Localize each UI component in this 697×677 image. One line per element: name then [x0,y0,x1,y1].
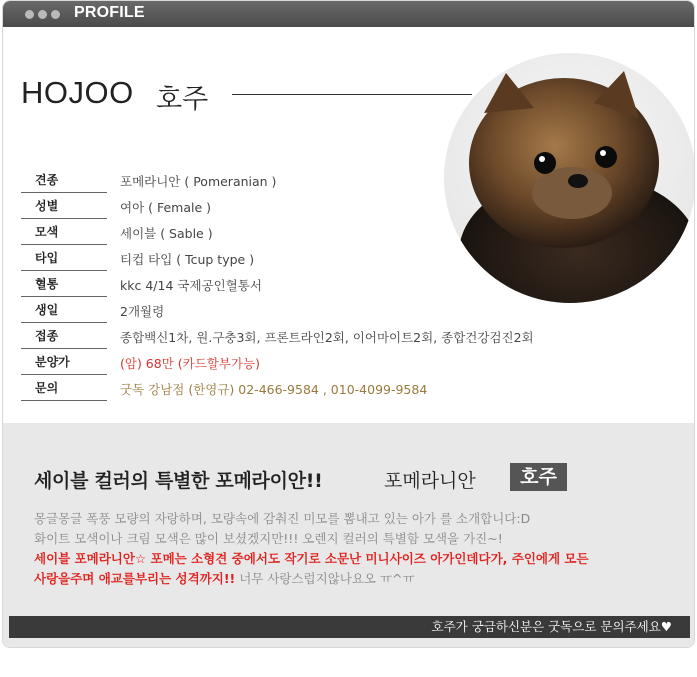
info-label: 성별 [21,195,107,219]
info-row [21,195,561,221]
name-divider [232,94,472,95]
profile-header-bar [3,1,694,27]
info-row [21,351,561,377]
info-value: 굿독 강남점 (한영규) 02-466-9584 , 010-4099-9584 [120,382,428,397]
info-row [21,221,561,247]
info-value: 티컵 타입 ( Tcup type ) [120,252,255,267]
promo-line-tail: 너무 사랑스럽지않나요오 ㅠ^ㅠ [235,571,415,586]
info-label: 분양가 [21,351,107,375]
info-label: 생일 [21,299,107,323]
info-row [21,299,561,325]
info-row [21,273,561,299]
dot-icon [38,10,47,19]
info-row [21,169,561,195]
promo-line: 화이트 모색이나 크림 모색은 많이 보셨겠지만!!! 오렌지 컬러의 특별함 모색을 가진~! [34,531,503,546]
info-label: 문의 [21,377,107,401]
promo-line: 몽글몽글 폭풍 모량의 자랑하며, 모량속에 감춰진 미모를 뽐내고 있는 아가 를 소개합니다:D [34,511,531,526]
contact-banner[interactable]: 호주가 궁금하신분은 굿독으로 문의주세요♥ [9,616,690,638]
dot-icon [51,10,60,19]
info-value: 2개월령 [120,304,165,319]
promo-headline: 세이블 컬러의 특별한 포메라이안!! [34,470,323,492]
info-label: 타입 [21,247,107,271]
info-label: 접종 [21,325,107,349]
info-label: 모색 [21,221,107,245]
dog-name-english: HOJOO [21,75,134,110]
info-value: kkc 4/14 국제공인혈통서 [120,278,262,293]
promo-breed: 포메라니안 [384,470,476,492]
info-value: 종합백신1차, 원.구충3회, 프론트라인2회, 이어마이트2회, 종합건강검진2회 [120,330,534,345]
info-row [21,377,561,403]
promo-name-badge: 호주 [510,463,567,491]
info-row [21,247,561,273]
info-label: 혈통 [21,273,107,297]
promo-description [34,509,664,589]
dot-icon [25,10,34,19]
profile-card [2,0,695,648]
info-value: 포메라니안 ( Pomeranian ) [120,174,277,189]
info-label: 견종 [21,169,107,193]
window-dots [25,10,60,19]
promo-section [3,423,694,648]
info-row [21,325,561,351]
profile-info-table [21,169,561,403]
info-value: 여아 ( Female ) [120,200,212,215]
promo-line-highlight: 사랑을주며 애교를부리는 성격까지!! [34,571,236,586]
info-value: 세이블 ( Sable ) [120,226,213,241]
info-value: (암) 68만 (카드할부가능) [120,356,260,371]
header-title: PROFILE [74,4,145,21]
dog-name-korean: 호주 [156,84,209,115]
promo-line-highlight: 세이블 포메라니안☆ 포메는 소형견 중에서도 작기로 소문난 미니사이즈 아가인데다가, 주인에게 모든 [34,551,589,566]
